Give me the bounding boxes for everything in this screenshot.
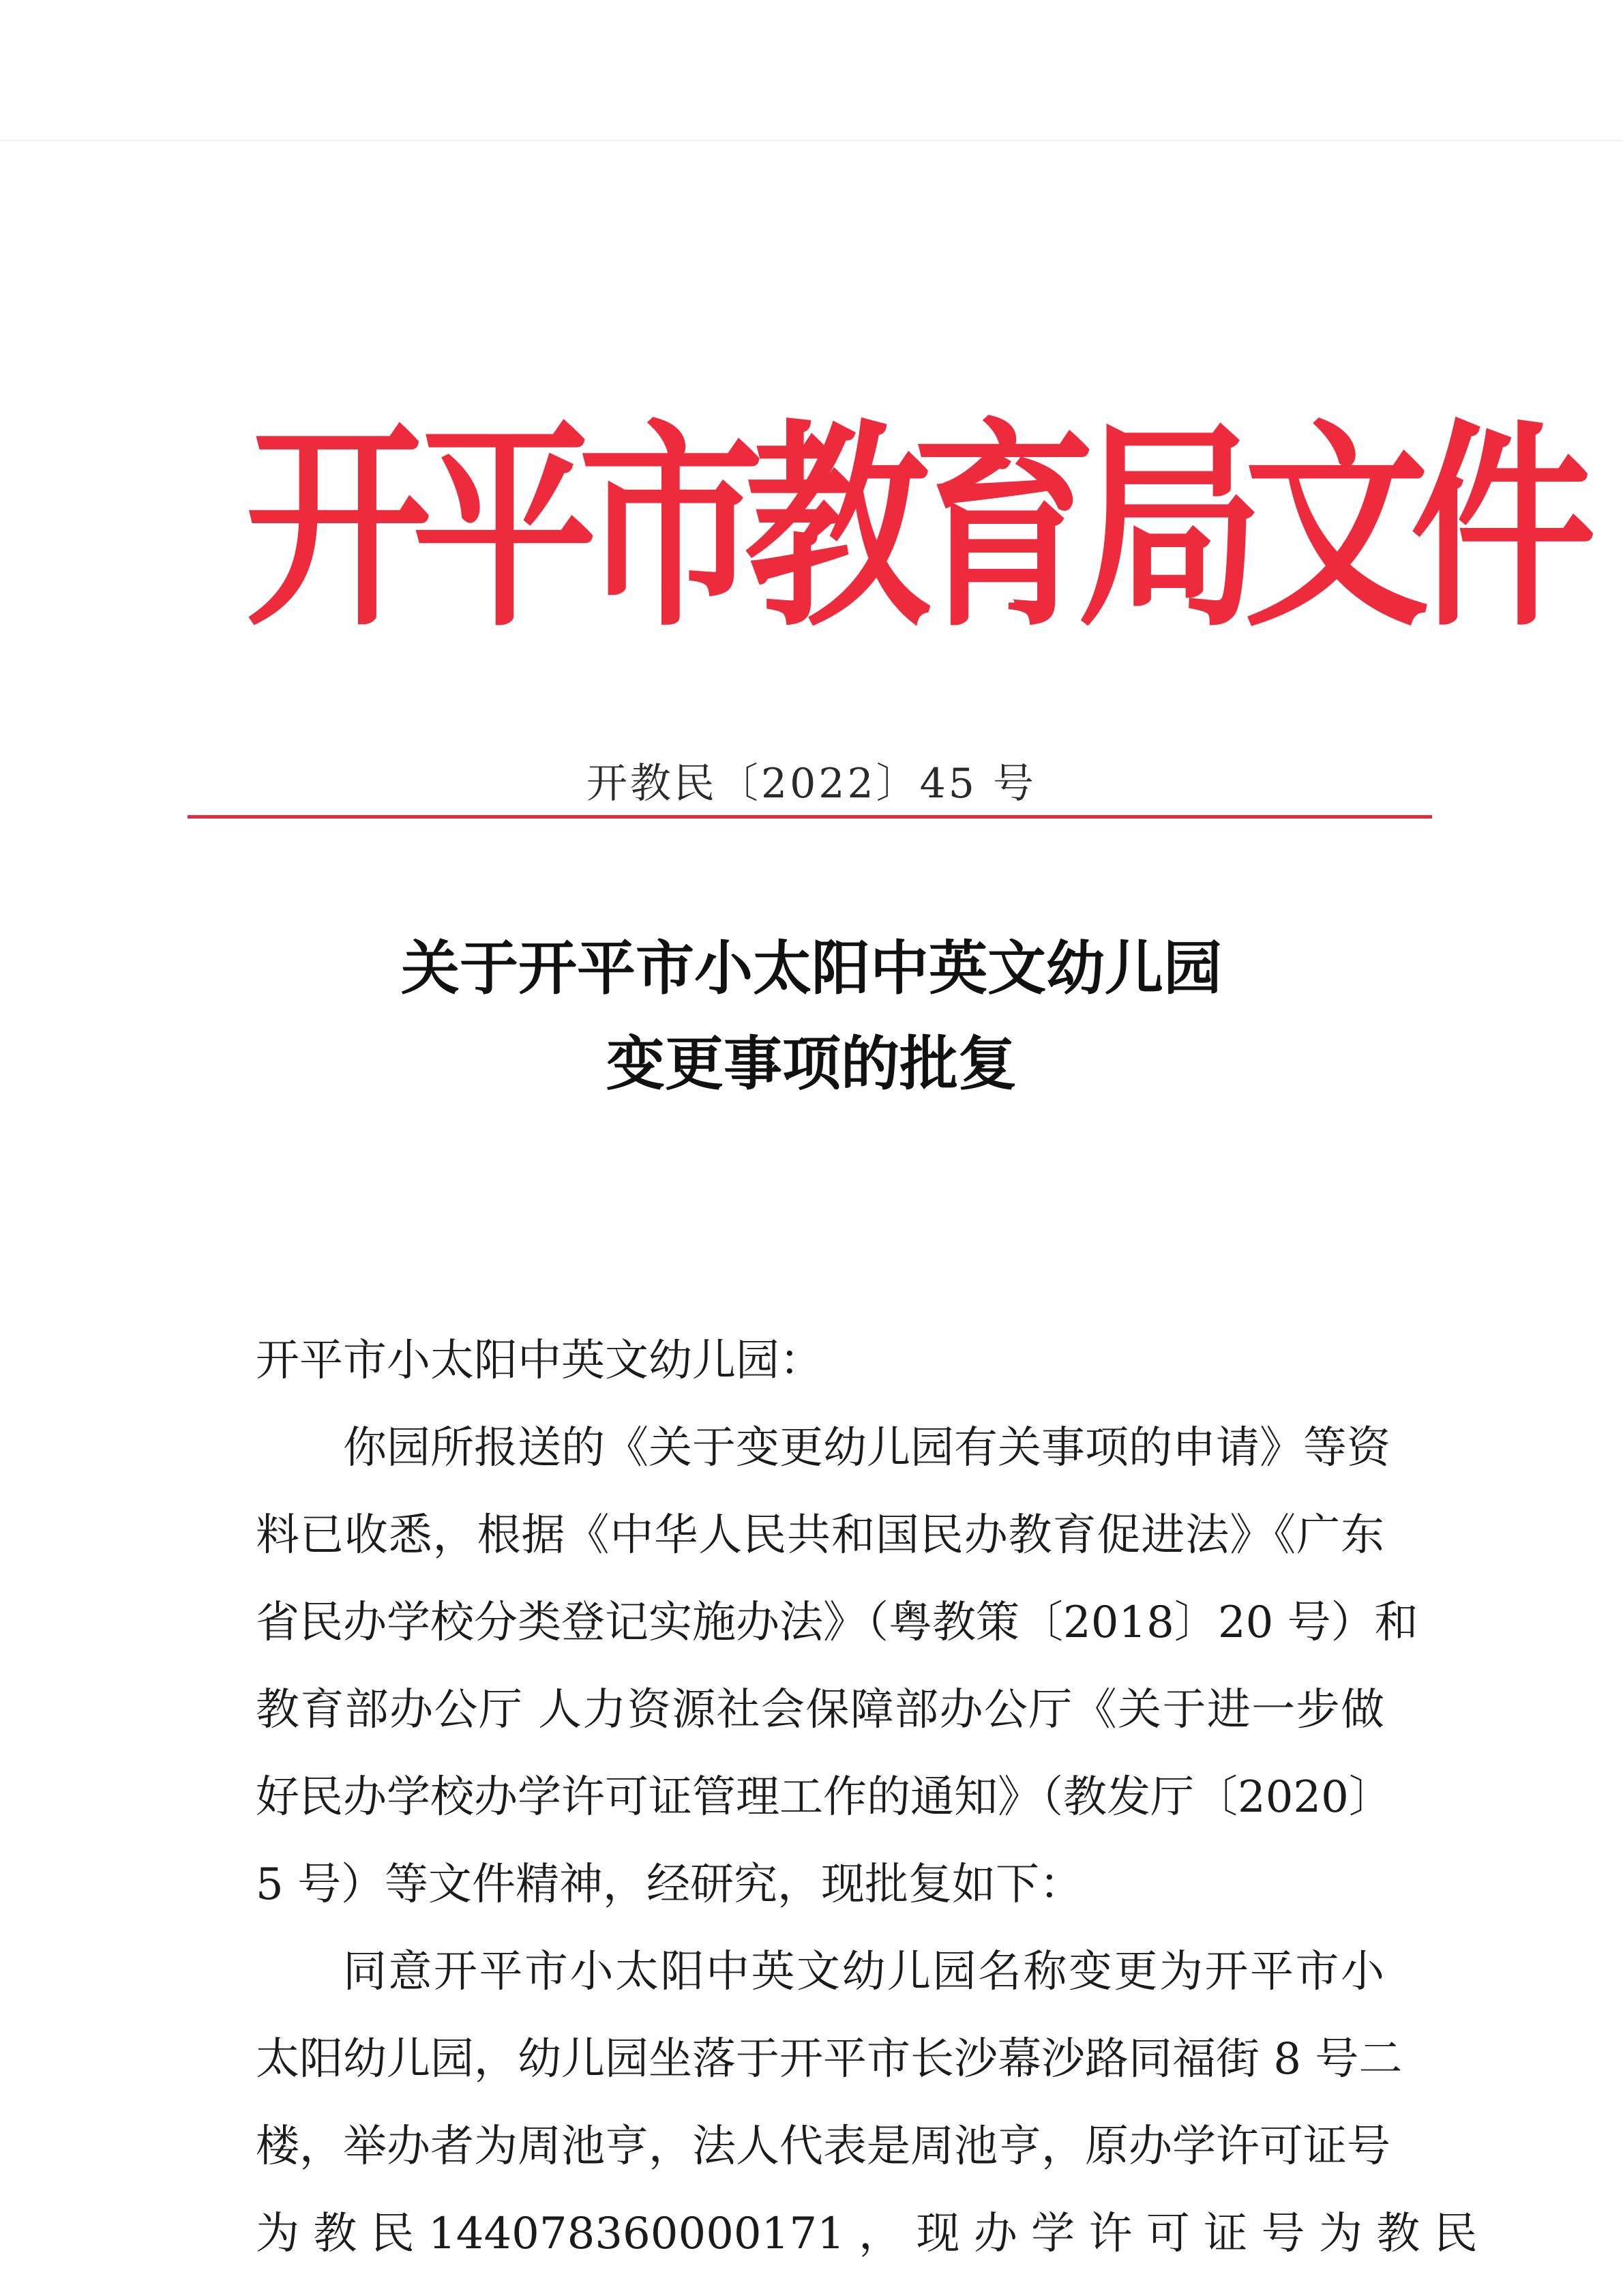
paragraph-1-line: 5 号）等文件精神，经研究，现批复如下： xyxy=(256,1859,1084,1910)
paragraph-1-line: 教育部办公厅 人力资源社会保障部办公厅《关于进一步做 xyxy=(256,1685,1384,1735)
paragraph-1-line: 料已收悉，根据《中华人民共和国民办教育促进法》《广东 xyxy=(256,1510,1384,1561)
document-title-line-1: 关于开平市小太阳中英文幼儿园 xyxy=(401,934,1222,1003)
paragraph-2-line: 楼，举办者为周池亨，法人代表是周池亨，原办学许可证号 xyxy=(256,2121,1390,2172)
paragraph-1-line: 好民办学校办学许可证管理工作的通知》（教发厅〔2020〕 xyxy=(256,1772,1393,1823)
red-divider-line xyxy=(188,815,1432,819)
paragraph-2-line: 为 教 民 144078360000171 ， 现 办 学 许 可 证 号 为 教 民 xyxy=(256,2209,1478,2259)
paragraph-2-line: 太阳幼儿园，幼儿园坐落于开平市长沙幕沙路同福街 8 号二 xyxy=(256,2034,1403,2085)
masthead-title: 开平市教育局文件 xyxy=(245,400,1577,657)
paragraph-1-line: 你园所报送的《关于变更幼儿园有关事项的申请》等资 xyxy=(343,1423,1390,1473)
paragraph-2-line: 同意开平市小太阳中英文幼儿园名称变更为开平市小 xyxy=(343,1947,1384,1997)
document-number: 开教民〔2022〕45 号 xyxy=(586,760,1037,808)
paragraph-1-line: 省民办学校分类登记实施办法》（粤教策〔2018〕20 号）和 xyxy=(256,1598,1418,1648)
document-title-line-2: 变更事项的批复 xyxy=(606,1029,1017,1098)
salutation: 开平市小太阳中英文幼儿园： xyxy=(256,1336,823,1386)
scan-edge xyxy=(0,140,1623,141)
